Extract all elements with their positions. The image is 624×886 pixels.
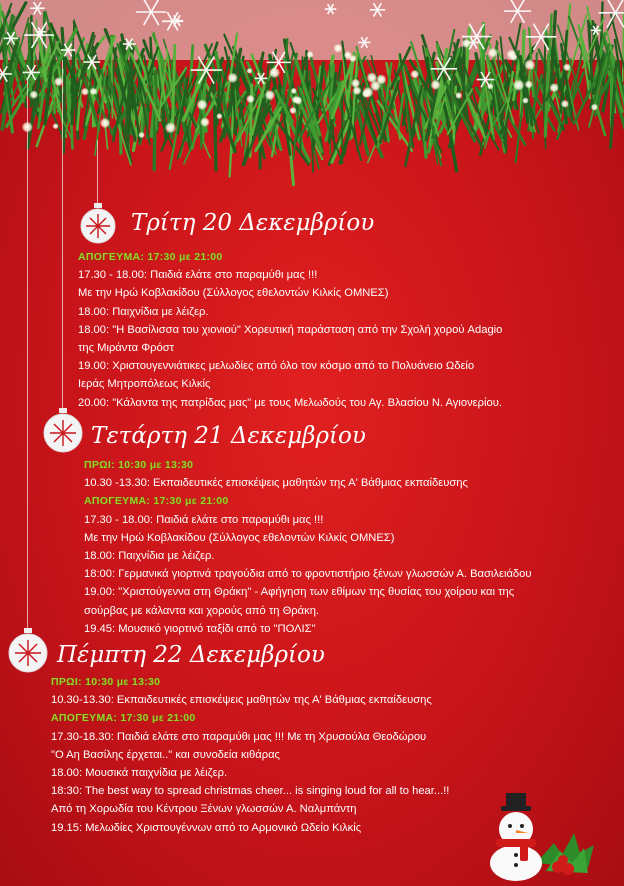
event-line: Ιεράς Μητροπόλεως Κιλκίς (78, 378, 211, 391)
event-line: 19.15: Μελωδίες Χριστουγέννων από το Αρμονικό Ωδείο Κιλκίς (51, 821, 362, 834)
event-line: Από τη Χορωδία του Κέντρου Ξένων γλωσσών Α. Ναλμπάντη (51, 803, 357, 816)
day-schedule-wednesday (84, 456, 532, 638)
snowflake-ornament-icon (79, 203, 117, 245)
ornament-string (97, 140, 98, 206)
snowflake-ornament-icon (42, 408, 84, 454)
snowman-holly-icon (476, 793, 604, 883)
event-line: 18.00: Παιχνίδια με λέιζερ. (84, 550, 215, 563)
event-line: 18.00: Μουσικά παιχνίδια με λέιζερ. (51, 767, 228, 780)
day-title-wednesday: Τετάρτη 21 Δεκεμβρίου (91, 423, 366, 449)
event-line: 20.00: "Κάλαντα της πατρίδας μας" με τους Μελωδούς του Αγ. Βλασίου Ν. Αγιονερίου. (78, 396, 502, 409)
event-line: 17.30 - 18.00: Παιδιά ελάτε στο παραμύθι μας !!! (78, 269, 318, 282)
event-line: 10.30-13.30: Εκπαιδευτικές επισκέψεις μαθητών της Α' Βάθμιας εκπαίδευσης (51, 694, 432, 707)
day-title-tuesday: Τρίτη 20 Δεκεμβρίου (131, 210, 375, 236)
event-line: της Μιράντα Φρόστ (78, 342, 175, 355)
time-period-heading: ΑΠΟΓΕΥΜΑ: 17:30 με 21:00 (84, 495, 229, 508)
event-line: 17.30-18.30: Παιδιά ελάτε στο παραμύθι μας !!! Με τη Χρυσούλα Θεοδώρου (51, 730, 427, 743)
ornament-string (62, 60, 63, 412)
event-line: 19.45: Μουσικό γιορτινό ταξίδι από το "ΠΟΛΙΣ" (84, 622, 316, 635)
day-schedule-thursday (51, 673, 449, 837)
event-line: 19.00: Χριστουγεννιάτικες μελωδίες από όλο τον κόσμο από το Πολυάνειο Ωδείο (78, 360, 475, 373)
event-line: 18.00: "Η Βασίλισσα του χιονιού" Χορευτική παράσταση από την Σχολή χορού Adagio (78, 323, 503, 336)
event-line: 18:00: Γερμανικά γιορτινά τραγούδια από το φροντιστήριο ξένων γλωσσών Α. Βασιλειάδου (84, 568, 532, 581)
time-period-heading: ΑΠΟΓΕΥΜΑ: 17:30 με 21:00 (78, 251, 223, 263)
snowflake-ornament-icon (7, 628, 49, 674)
event-line: 10.30 -13.30: Εκπαιδευτικές επισκέψεις μαθητών της Α' Βάθμιας εκπαίδευσης (84, 477, 468, 490)
pine-garland-decoration (0, 0, 624, 200)
ornament-string (27, 80, 28, 630)
event-line: 19.00: "Χριστούγεννα στη Θράκη" - Αφήγηση των εθίμων της θυσίας του χοίρου και της (84, 586, 515, 599)
time-period-heading: ΠΡΩΙ: 10:30 με 13:30 (84, 459, 194, 471)
event-line: 18.00: Παιχνίδια με λέιζερ. (78, 305, 209, 318)
event-line: 17.30 - 18.00: Παιδιά ελάτε στο παραμύθι μας !!! (84, 513, 324, 526)
event-line: 18:30: The best way to spread christmas cheer... is singing loud for all to hear...!! (51, 785, 450, 798)
time-period-heading: ΠΡΩΙ: 10:30 με 13:30 (51, 676, 161, 688)
event-line: "Ο Αη Βασίλης έρχεται.." και συνοδεία κιθάρας (51, 748, 280, 761)
event-line: Με την Ηρώ Κοβλακίδου (Σύλλογος εθελοντών Κιλκίς ΟΜΝΕΣ) (84, 531, 395, 544)
day-title-thursday: Πέμπτη 22 Δεκεμβρίου (57, 642, 325, 668)
day-schedule-tuesday (78, 248, 502, 412)
event-line: σούρβας με κάλαντα και χορούς από τη Θράκη. (84, 604, 320, 617)
time-period-heading: ΑΠΟΓΕΥΜΑ: 17:30 με 21:00 (51, 712, 196, 725)
event-line: Με την Ηρώ Κοβλακίδου (Σύλλογος εθελοντών Κιλκίς ΟΜΝΕΣ) (78, 287, 389, 300)
